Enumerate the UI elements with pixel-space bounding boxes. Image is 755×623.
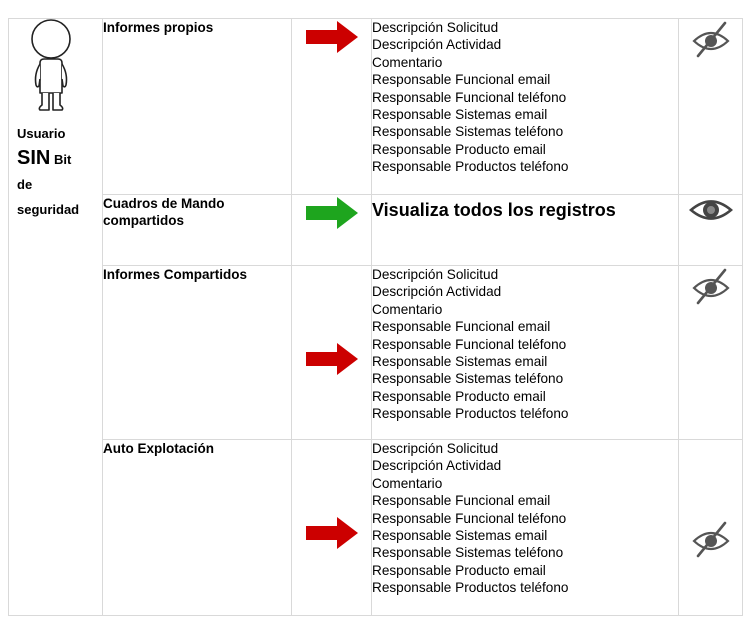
arrow-cell (292, 195, 372, 266)
user-label-line3: de (17, 177, 33, 192)
arrow-cell (292, 19, 372, 195)
red-arrow-icon (304, 19, 360, 55)
field-item: Descripción Solicitud (372, 20, 499, 35)
fields-cell (372, 19, 679, 195)
field-item: Responsable Sistemas email (372, 107, 548, 123)
person-figure-icon (27, 19, 75, 115)
field-item: Responsable Sistemas teléfono (372, 371, 564, 387)
red-arrow-icon (304, 341, 360, 377)
table-row-informes-compartidos (9, 266, 743, 440)
fields-list (372, 19, 678, 176)
field-item: Responsable Sistemas teléfono (372, 124, 564, 140)
field-item: Comentario (372, 54, 443, 70)
table-row-cuadros-de-mando (9, 195, 743, 266)
section-title: Cuadros de Mando compartidos (103, 196, 225, 228)
user-label-line4: seguridad (17, 202, 80, 217)
field-item: Responsable Sistemas email (372, 354, 548, 370)
field-item: Responsable Funcional teléfono (372, 89, 567, 105)
section-title-cell (103, 440, 292, 616)
green-arrow-icon (304, 195, 360, 231)
field-item: Responsable Producto email (372, 562, 546, 578)
field-item: Responsable Funcional email (372, 72, 551, 88)
field-item: Descripción Actividad (372, 284, 502, 300)
eye-slash-icon (691, 519, 731, 559)
field-item: Responsable Productos teléfono (372, 580, 569, 596)
field-item: Descripción Actividad (372, 458, 502, 474)
user-label-line2 (17, 146, 102, 172)
field-item: Responsable Productos teléfono (372, 159, 569, 175)
user-cell (9, 19, 103, 616)
arrow-cell (292, 440, 372, 616)
eye-slash-icon (691, 266, 731, 306)
visibility-cell (679, 266, 743, 440)
section-title: Informes propios (103, 20, 214, 35)
eye-icon (689, 195, 733, 225)
user-label-bit: Bit (53, 152, 72, 167)
user-label (17, 121, 102, 222)
visibility-cell (679, 19, 743, 195)
visualiza-text: Visualiza todos los registros (372, 200, 616, 220)
fields-cell (372, 266, 679, 440)
field-item: Comentario (372, 475, 443, 491)
section-title-cell (103, 266, 292, 440)
eye-slash-icon (691, 19, 731, 59)
field-item: Responsable Producto email (372, 388, 546, 404)
field-item: Responsable Productos teléfono (372, 406, 569, 422)
table-row-auto-explotacion (9, 440, 743, 616)
section-title-cell (103, 19, 292, 195)
section-title-cell (103, 195, 292, 266)
field-item: Responsable Sistemas teléfono (372, 545, 564, 561)
fields-list (372, 266, 678, 423)
fields-cell (372, 195, 679, 266)
table-row-informes-propios (9, 19, 743, 195)
field-item: Descripción Solicitud (372, 267, 499, 282)
field-item: Responsable Funcional teléfono (372, 510, 567, 526)
field-item: Responsable Funcional teléfono (372, 336, 567, 352)
section-title: Auto Explotación (103, 441, 214, 456)
field-item: Responsable Producto email (372, 141, 546, 157)
field-item: Responsable Funcional email (372, 319, 551, 335)
red-arrow-icon (304, 515, 360, 551)
field-item: Descripción Solicitud (372, 441, 499, 456)
field-item: Responsable Sistemas email (372, 528, 548, 544)
permissions-table (8, 18, 743, 616)
field-item: Responsable Funcional email (372, 493, 551, 509)
fields-cell (372, 440, 679, 616)
visibility-cell (679, 440, 743, 616)
arrow-cell (292, 266, 372, 440)
section-title: Informes Compartidos (103, 267, 248, 282)
user-label-line1: Usuario (17, 126, 66, 141)
user-label-sin: SIN (17, 147, 51, 169)
field-item: Descripción Actividad (372, 37, 502, 53)
visibility-cell (679, 195, 743, 266)
field-item: Comentario (372, 301, 443, 317)
fields-list (372, 440, 678, 597)
